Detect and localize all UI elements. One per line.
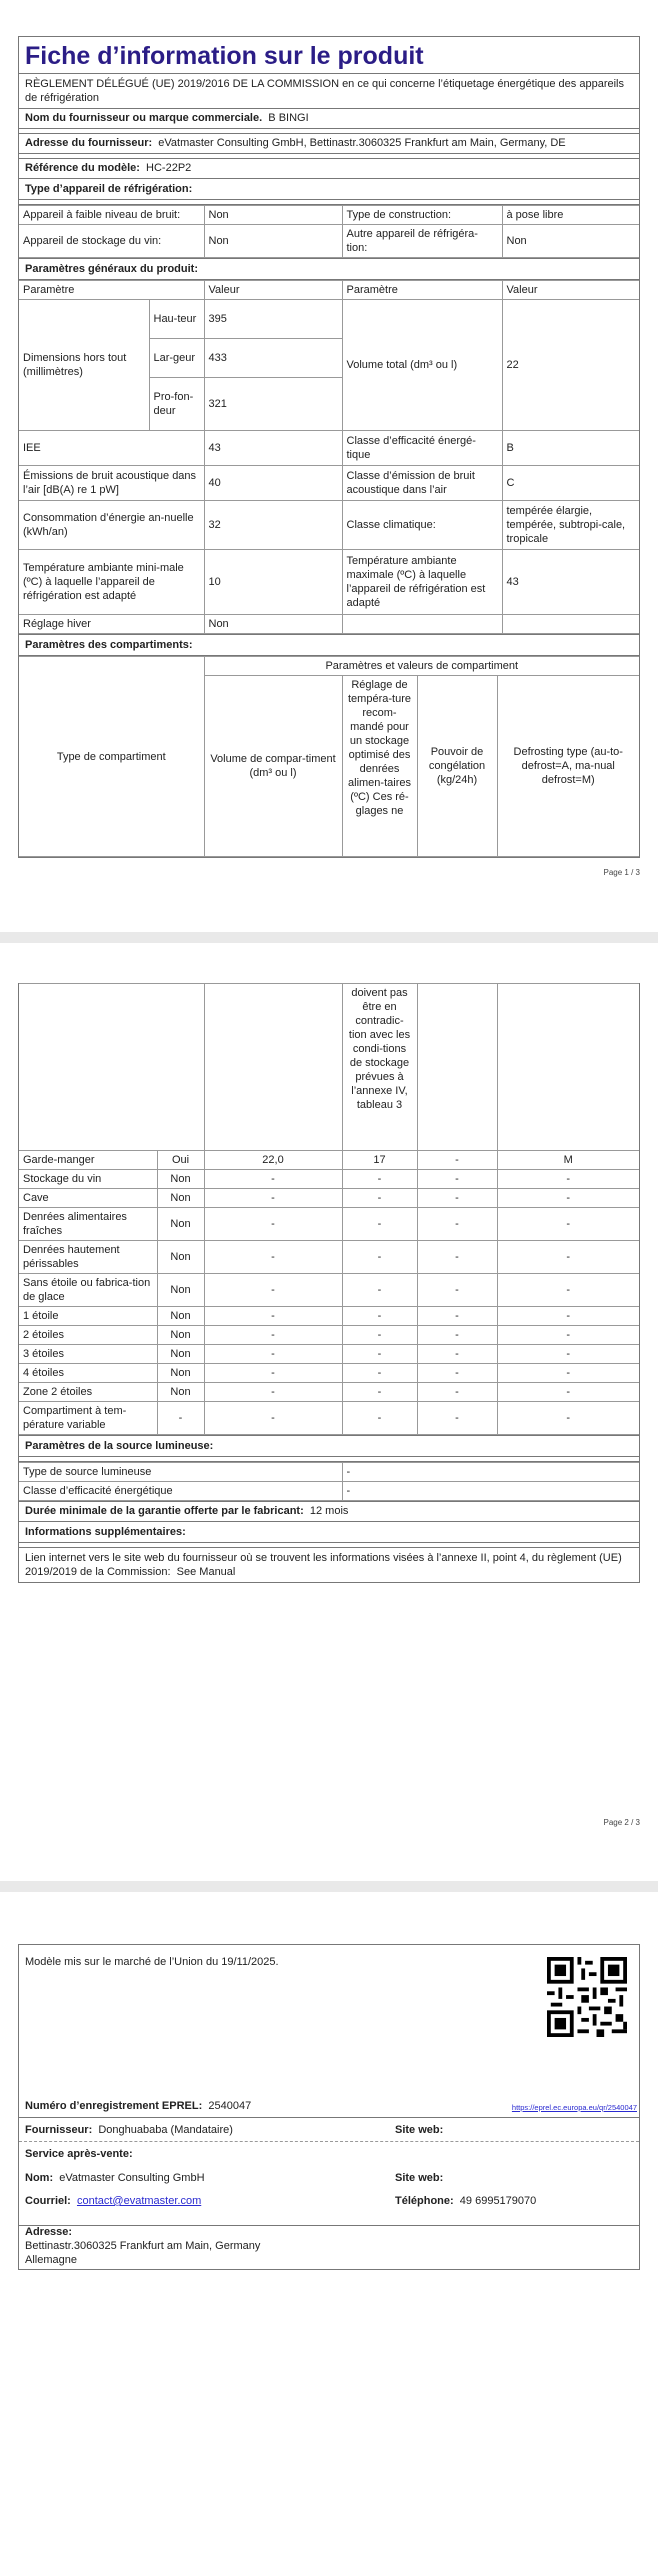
table-row: Dimensions hors tout (millimètres) Hau-teur 395 Volume total (dm³ ou l) 22 <box>19 300 639 339</box>
after-sales-name: Nom: eVatmaster Consulting GmbH <box>25 2172 205 2184</box>
p3-supplier-website: Site web: <box>395 2124 444 2136</box>
warranty-value: 12 mois <box>309 1505 349 1517</box>
table-row: Denrées alimentaires fraîches Non - - - - <box>19 1208 639 1241</box>
table-row: Réglage hiver Non <box>19 615 639 634</box>
after-sales-address-label: Adresse: <box>25 2226 73 2238</box>
table-row: Cave Non - - - - <box>19 1189 639 1208</box>
compartment-header-table <box>19 656 639 857</box>
table-row: Appareil à faible niveau de bruit: Non Type de construction: à pose libre <box>19 206 639 225</box>
light-table <box>19 1462 639 1501</box>
supplier-value: B BINGI <box>268 112 309 124</box>
info-section-title: Informations supplémentaires: <box>19 1522 639 1543</box>
after-sales-address-line1: Bettinastr.3060325 Frankfurt am Main, Germany <box>25 2240 261 2252</box>
table-row: doivent pas être en contradic-tion avec les condi-tions de stockage prévues à l’annexe IV, tableau 3 <box>19 984 639 1151</box>
eprel-box <box>18 1944 640 2226</box>
table-row: Appareil de stockage du vin: Non Autre appareil de réfrigéra-tion: Non <box>19 225 639 258</box>
table-row: 3 étoiles Non - - - - <box>19 1345 639 1364</box>
market-date: Modèle mis sur le marché de l’Union du 19/11/2025. <box>25 1956 279 1968</box>
type-section-title: Type d’appareil de réfrigération: <box>19 179 639 200</box>
table-row: 2 étoiles Non - - - - <box>19 1326 639 1345</box>
address-row: Adresse du fournisseur: eVatmaster Consulting GmbH, Bettinastr.3060325 Frankfurt am Main, Germany, DE <box>19 134 639 154</box>
table-row: Denrées hautement périssables Non - - - - <box>19 1241 639 1274</box>
table-row: Lar-geur 433 <box>19 339 639 378</box>
table-row: 1 étoile Non - - - - <box>19 1307 639 1326</box>
eprel-number: 2540047 <box>208 2100 252 2112</box>
model-value: HC-22P2 <box>146 162 192 174</box>
table-row: Volume de compar-timent (dm³ ou l) Réglage de tempéra-ture recom-mandé pour un stockage optimisé des denrées alimen-taires (ºC) Ces ré-glages ne Pouvoir de congélation (kg/24h) Defrosting type (au-to-defrost=A, ma-nual defrost=M) <box>19 676 639 857</box>
address-value: eVatmaster Consulting GmbH, Bettinastr.3060325 Frankfurt am Main, Germany, DE <box>158 137 566 149</box>
general-section-title: Paramètres généraux du produit: <box>19 258 639 280</box>
product-sheet-box <box>18 36 640 858</box>
page-number: Page 1 / 3 <box>603 868 640 877</box>
qr-code-icon[interactable] <box>547 1957 627 2037</box>
model-row: Référence du modèle: HC-22P2 <box>19 159 639 179</box>
table-row: Stockage du vin Non - - - - <box>19 1170 639 1189</box>
after-sales-address-line2: Allemagne <box>25 2254 77 2266</box>
compartment-table <box>19 983 639 1435</box>
table-row: Garde-manger Oui 22,0 17 - M <box>19 1151 639 1170</box>
page-3 <box>0 1892 658 2560</box>
table-row: Consommation d’énergie an-nuelle (kWh/an) 32 Classe climatique: tempérée élargie, tempérée, subtropi-cale, tropicale <box>19 501 639 550</box>
regulation-text: RÈGLEMENT DÉLÉGUÉ (UE) 2019/2016 DE LA COMMISSION en ce qui concerne l’étiquetage énergétique des appareils de réfrigération <box>19 74 639 109</box>
address-box <box>18 2225 640 2270</box>
warranty-row: Durée minimale de la garantie offerte par le fabricant: 12 mois <box>19 1501 639 1522</box>
page-number: Page 2 / 3 <box>603 1818 640 1827</box>
supplier-row: Nom du fournisseur ou marque commerciale. B BINGI <box>19 109 639 129</box>
compartments-box <box>18 983 640 1583</box>
p3-supplier-row: Fournisseur: Donghuababa (Mandataire) <box>25 2124 233 2136</box>
after-sales-email: Courriel: contact@evatmaster.com <box>25 2195 202 2207</box>
table-row: IEE 43 Classe d’efficacité énergé-tique B <box>19 431 639 466</box>
table-row: Température ambiante mini-male (ºC) à laquelle l’appareil de réfrigération est adapté 10 Température ambiante maximale (ºC) à laquelle l’appareil de réfrigération est adapté 43 <box>19 550 639 615</box>
light-section-title: Paramètres de la source lumineuse: <box>19 1435 639 1457</box>
type-table <box>19 205 639 258</box>
compartments-section-title: Paramètres des compartiments: <box>19 634 639 656</box>
page-1 <box>0 0 658 932</box>
info-text: Lien internet vers le site web du fournisseur où se trouvent les informations visées à l’annexe II, point 4, du règlement (UE) 2019/2019 de la Commission: See Manual <box>25 1552 622 1578</box>
table-row: Pro-fon-deur 321 <box>19 378 639 431</box>
table-row: Type de compartiment Paramètres et valeurs de compartiment <box>19 657 639 676</box>
after-sales-phone: Téléphone: 49 6995179070 <box>395 2195 537 2207</box>
table-row: 4 étoiles Non - - - - <box>19 1364 639 1383</box>
table-row: Compartiment à tem-pérature variable - - - - - <box>19 1402 639 1435</box>
info-link: See Manual <box>176 1566 236 1578</box>
table-row: Classe d’efficacité énergétique - <box>19 1482 639 1501</box>
page-2 <box>0 943 658 1881</box>
email-link[interactable]: contact@evatmaster.com <box>76 2195 202 2207</box>
eprel-link[interactable]: https://eprel.ec.europa.eu/qr/2540047 <box>511 2103 637 2112</box>
general-table <box>19 280 639 634</box>
table-row: Paramètre Valeur Paramètre Valeur <box>19 281 639 300</box>
table-row: Type de source lumineuse - <box>19 1463 639 1482</box>
table-row: Zone 2 étoiles Non - - - - <box>19 1383 639 1402</box>
table-row: Émissions de bruit acoustique dans l’air [dB(A) re 1 pW] 40 Classe d’émission de bruit acoustique dans l’air C <box>19 466 639 501</box>
after-sales-website: Site web: <box>395 2172 444 2184</box>
eprel-row: Numéro d’enregistrement EPREL: 2540047 <box>25 2100 252 2112</box>
table-row: Sans étoile ou fabrica-tion de glace Non - - - - <box>19 1274 639 1307</box>
page-title: Fiche d’information sur le produit <box>19 37 639 74</box>
after-sales-title: Service après-vente: <box>25 2148 133 2160</box>
